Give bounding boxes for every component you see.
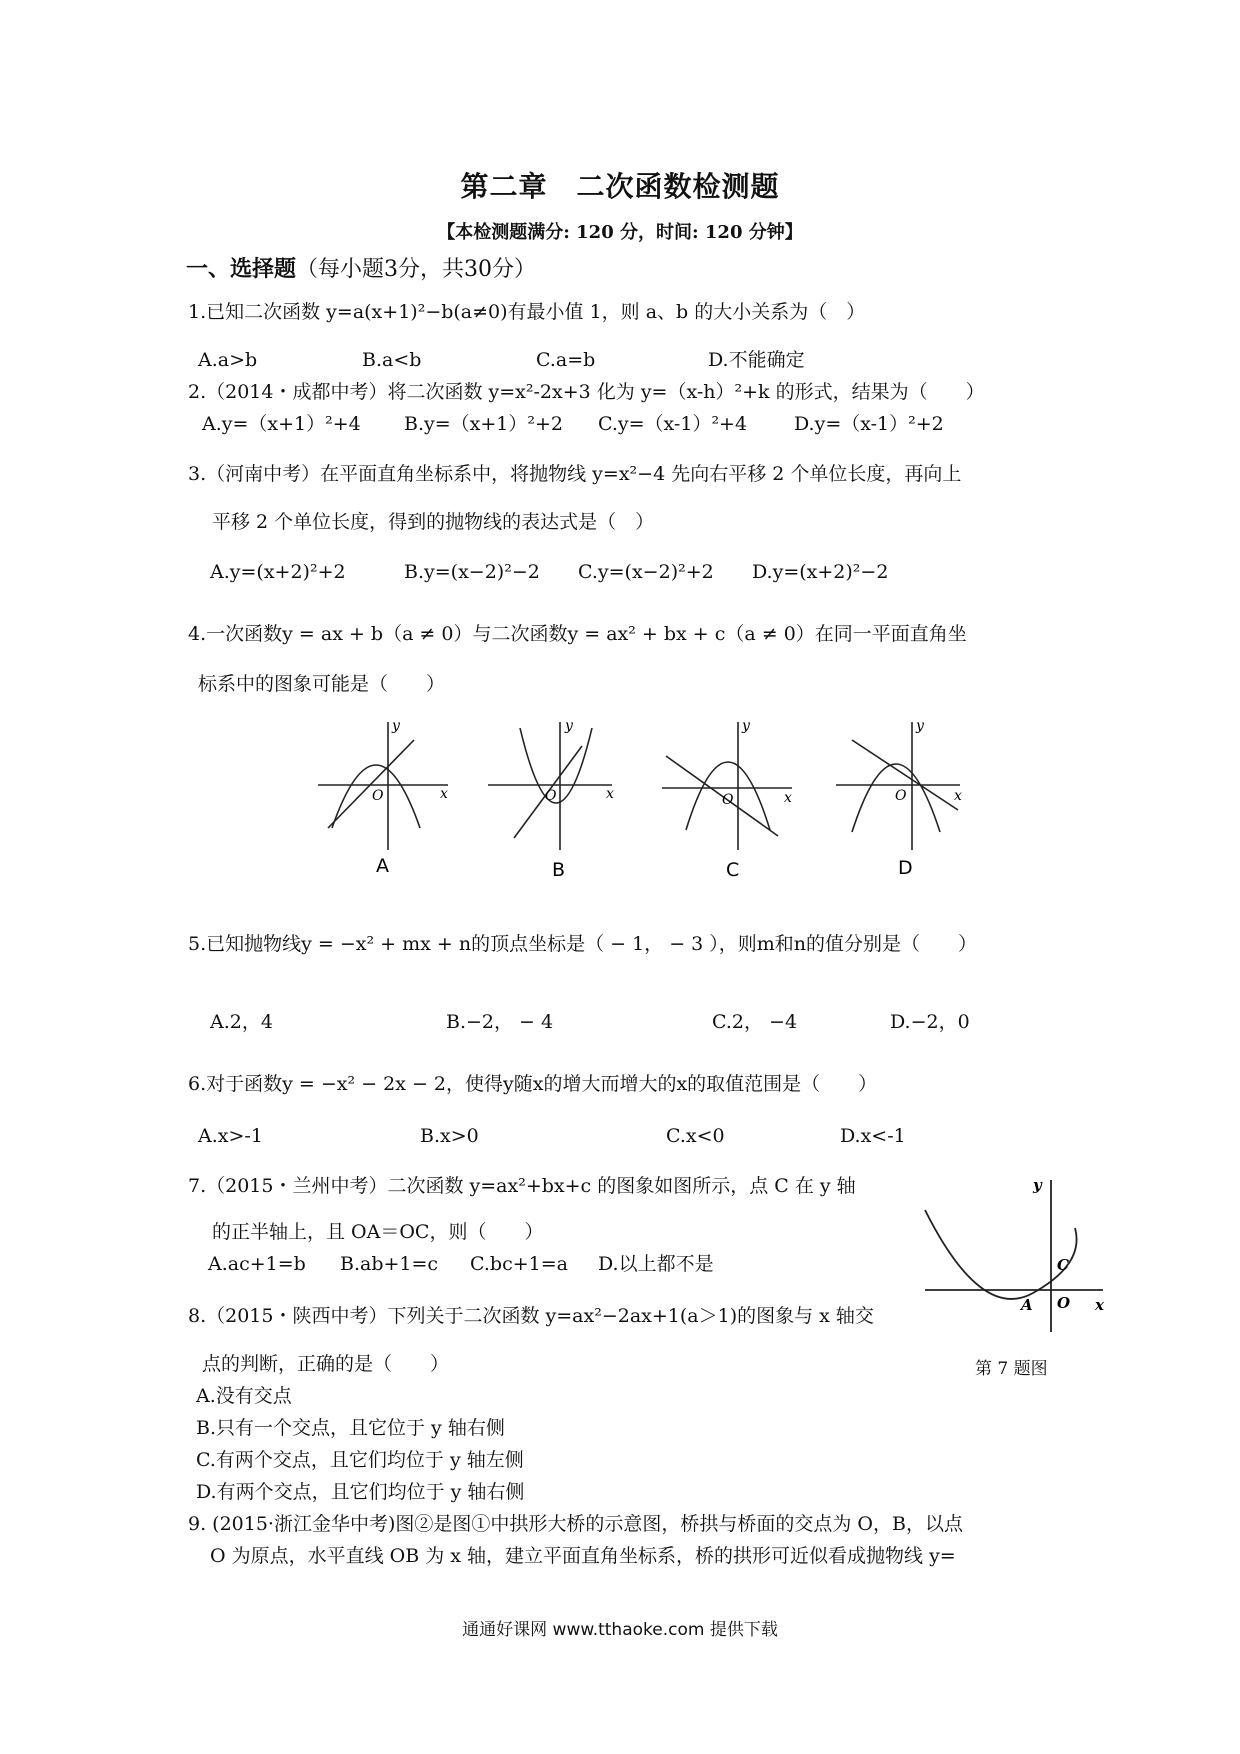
page-footer: 通通好课网 www.tthaoke.com 提供下载: [462, 1620, 778, 1640]
q5-option-a: A.2，4: [210, 1011, 273, 1033]
q4-label-c: C: [726, 859, 740, 881]
q6-option-c: C.x<0: [666, 1125, 725, 1147]
q7-option-d: D.以上都不是: [598, 1253, 714, 1275]
q2-option-c: C.y=（x-1）²+4: [598, 413, 748, 435]
q3-option-d: D.y=(x+2)²−2: [752, 561, 889, 583]
q4-graph-d: [836, 722, 960, 850]
q8-stem-2: 点的判断，正确的是（ ）: [202, 1353, 450, 1375]
q4-c-origin-label: O: [722, 792, 734, 808]
q4-d-x-label: x: [954, 788, 962, 804]
q4-c-x-label: x: [784, 790, 792, 806]
q4-b-x-label: x: [606, 786, 614, 802]
q2-option-d: D.y=（x-1）²+2: [794, 413, 944, 435]
q3-option-c: C.y=(x−2)²+2: [578, 561, 714, 583]
q5-option-c: C.2， −4: [712, 1011, 798, 1033]
q7-stem-2: 的正半轴上，且 OA＝OC，则（ ）: [212, 1221, 544, 1243]
q4-d-y-label: y: [916, 718, 924, 734]
q8-option-a: A.没有交点: [196, 1385, 292, 1407]
section-note: （每小题3分，共30分）: [296, 257, 537, 282]
q7-stem: 7.（2015・兰州中考）二次函数 y=ax²+bx+c 的图象如图所示，点 C 在 y 轴: [188, 1175, 856, 1197]
q8-option-b: B.只有一个交点，且它位于 y 轴右侧: [196, 1417, 505, 1439]
q4-a-origin-label: O: [372, 788, 384, 804]
q9-stem-2: O 为原点，水平直线 OB 为 x 轴，建立平面直角坐标系，桥的拱形可近似看成抛物线 y=: [210, 1545, 956, 1567]
section-title: 一、选择题: [186, 257, 297, 282]
q7-y-label: y: [1033, 1176, 1042, 1194]
q4-label-d: D: [898, 857, 913, 879]
q7-figure: [915, 1170, 1115, 1340]
q7-option-c: C.bc+1=a: [470, 1253, 568, 1275]
q8-option-c: C.有两个交点，且它们均位于 y 轴左侧: [196, 1449, 524, 1471]
q4-b-y-label: y: [565, 718, 573, 734]
q3-option-b: B.y=(x−2)²−2: [404, 561, 540, 583]
q8-option-d: D.有两个交点，且它们均位于 y 轴右侧: [196, 1481, 525, 1503]
q1-stem: 1.已知二次函数 y=a(x+1)²−b(a≠0)有最小值 1，则 a、b 的大小关系为（ ）: [188, 301, 866, 323]
q2-option-b: B.y=（x+1）²+2: [404, 413, 564, 435]
q6-option-a: A.x>-1: [198, 1125, 263, 1147]
q1-option-d: D.不能确定: [708, 349, 805, 371]
q4-stem-2: 标系中的图象可能是（ ）: [198, 673, 446, 695]
q7-option-b: B.ab+1=c: [340, 1253, 439, 1275]
q7-parabola: [925, 1210, 1077, 1299]
q7-c-label: C: [1057, 1256, 1069, 1274]
q2-stem: 2.（2014・成都中考）将二次函数 y=x²-2x+3 化为 y=（x-h）²+k 的形式，结果为（ ）: [188, 381, 985, 403]
page-title: 第二章 二次函数检测题: [460, 170, 780, 203]
q2-option-a: A.y=（x+1）²+4: [202, 413, 361, 435]
q7-a-label: A: [1021, 1296, 1033, 1314]
q7-option-a: A.ac+1=b: [208, 1253, 306, 1275]
q6-stem: 6.对于函数y = −x² − 2x − 2，使得y随x的增大而增大的x的取值范围是（ ）: [188, 1073, 878, 1095]
q3-stem-2: 平移 2 个单位长度，得到的抛物线的表达式是（ ）: [212, 511, 655, 533]
q4-graph-c: [662, 722, 792, 850]
q7-x-label: x: [1095, 1296, 1104, 1314]
page-subtitle: 【本检测题满分: 120 分，时间: 120 分钟】: [437, 222, 803, 243]
q4-b-origin-label: O: [545, 788, 557, 804]
q1-option-c: C.a=b: [536, 349, 596, 371]
q5-stem: 5.已知抛物线y = −x² + mx + n的顶点坐标是（ − 1， − 3 ），则m和n的值分别是（ ）: [188, 933, 978, 955]
q7-figure-caption: 第 7 题图: [975, 1359, 1048, 1379]
q4-a-y-label: y: [392, 718, 400, 734]
q9-stem: 9. (2015·浙江金华中考)图②是图①中拱形大桥的示意图，桥拱与桥面的交点为 O，B，以点: [188, 1513, 963, 1535]
q6-option-b: B.x>0: [420, 1125, 479, 1147]
q4-label-b: B: [552, 859, 566, 881]
q4-a-line: [328, 740, 414, 828]
q4-stem: 4.一次函数y = ax + b（a ≠ 0）与二次函数y = ax² + bx + c（a ≠ 0）在同一平面直角坐: [188, 623, 967, 645]
q1-option-a: A.a>b: [198, 349, 258, 371]
q3-stem: 3.（河南中考）在平面直角坐标系中，将抛物线 y=x²−4 先向右平移 2 个单位长度，再向上: [188, 463, 962, 485]
q8-stem: 8.（2015・陕西中考）下列关于二次函数 y=ax²−2ax+1(a＞1)的图象与 x 轴交: [188, 1305, 874, 1327]
q4-graph-b: [488, 722, 612, 850]
q6-option-d: D.x<-1: [840, 1125, 906, 1147]
q3-option-a: A.y=(x+2)²+2: [210, 561, 346, 583]
q4-graph-a: [318, 722, 448, 850]
q4-a-x-label: x: [440, 786, 448, 802]
q1-option-b: B.a<b: [362, 349, 422, 371]
q4-c-y-label: y: [742, 718, 750, 734]
q7-o-label: O: [1057, 1294, 1071, 1312]
q4-graphs: [0, 710, 1240, 910]
q5-option-d: D.−2，0: [890, 1011, 970, 1033]
section-heading: [186, 252, 536, 283]
q5-option-b: B.−2， − 4: [446, 1011, 554, 1033]
q4-label-a: A: [376, 855, 389, 877]
q4-d-origin-label: O: [895, 788, 907, 804]
